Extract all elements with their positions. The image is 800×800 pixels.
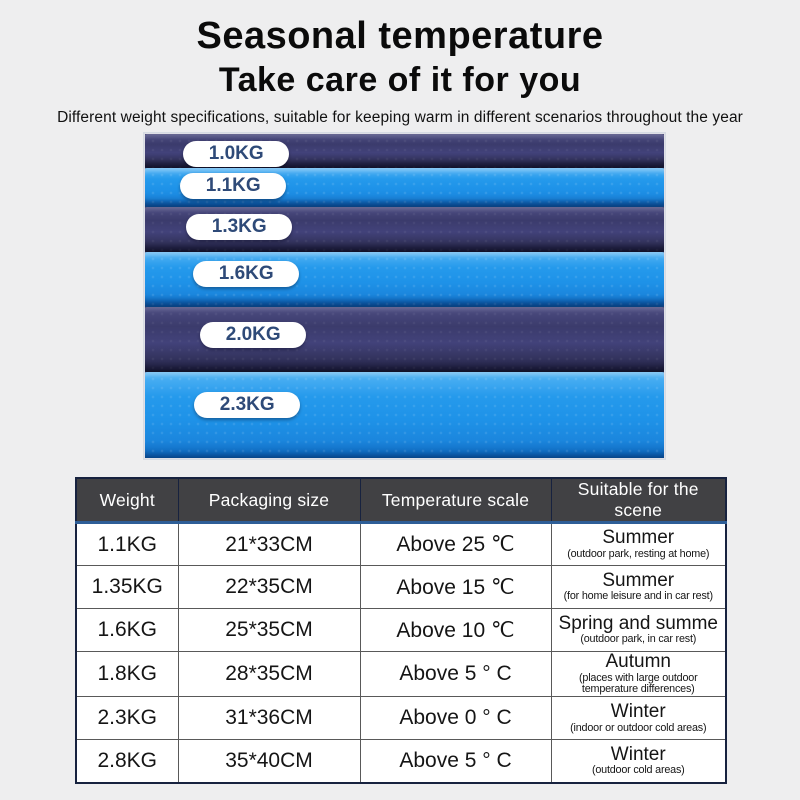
table-header-row bbox=[76, 478, 726, 523]
scene-detail: (places with large outdoor temperature differences) bbox=[579, 671, 698, 696]
col-header-weight: Weight bbox=[76, 478, 178, 523]
size-cell: 35*40CM bbox=[178, 740, 360, 783]
weight-pill bbox=[183, 141, 289, 167]
temperature-cell: Above 0 ° C bbox=[360, 697, 551, 740]
sleeping-bag-6 bbox=[144, 372, 665, 459]
season-label: Winter bbox=[610, 701, 666, 723]
table-row bbox=[76, 566, 726, 609]
season-label: Spring and summe bbox=[558, 612, 718, 634]
season-label: Summer bbox=[602, 569, 675, 591]
table-row bbox=[76, 697, 726, 740]
weight-pill bbox=[200, 322, 306, 348]
weight-label: 1.6KG bbox=[218, 263, 274, 284]
temperature-cell: Above 15 ℃ bbox=[360, 566, 551, 609]
weight-pill bbox=[194, 392, 300, 418]
title-line-1: Seasonal temperature bbox=[196, 15, 604, 57]
weight-label: 1.3KG bbox=[211, 216, 267, 237]
scene-cell bbox=[551, 697, 726, 740]
weight-label: 2.3KG bbox=[219, 394, 275, 415]
scene-cell bbox=[551, 652, 726, 697]
season-label: Summer bbox=[602, 527, 675, 549]
weight-cell: 2.8KG bbox=[76, 740, 178, 783]
size-cell: 22*35CM bbox=[178, 566, 360, 609]
season-label: Autumn bbox=[605, 651, 671, 672]
product-photo bbox=[144, 133, 665, 459]
col-header-temperature-scale: Temperature scale bbox=[360, 478, 551, 523]
weight-cell: 1.1KG bbox=[76, 523, 178, 566]
weight-label: 1.1KG bbox=[205, 175, 261, 196]
sleeping-bag-1 bbox=[144, 134, 665, 168]
weight-pill bbox=[186, 214, 292, 240]
weight-label: 1.0KG bbox=[208, 143, 264, 164]
scene-cell bbox=[551, 523, 726, 566]
title-line-2: Take care of it for you bbox=[218, 60, 582, 99]
size-cell: 21*33CM bbox=[178, 523, 360, 566]
spec-table bbox=[75, 477, 727, 784]
scene-cell bbox=[551, 609, 726, 652]
col-header-packaging-size: Packaging size bbox=[178, 478, 360, 523]
scene-cell bbox=[551, 740, 726, 783]
sleeping-bag-3 bbox=[144, 207, 665, 252]
col-header-suitable-scene: Suitable for the scene bbox=[551, 478, 726, 523]
weight-cell: 1.35KG bbox=[76, 566, 178, 609]
table-row bbox=[76, 740, 726, 783]
weight-cell: 1.8KG bbox=[76, 652, 178, 697]
weight-pill bbox=[193, 261, 299, 287]
temperature-cell: Above 5 ° C bbox=[360, 740, 551, 783]
temperature-cell: Above 25 ℃ bbox=[360, 523, 551, 566]
table-row bbox=[76, 523, 726, 566]
sleeping-bag-5 bbox=[144, 307, 665, 372]
sleeping-bag-2 bbox=[144, 168, 665, 207]
scene-detail: (indoor or outdoor cold areas) bbox=[570, 721, 707, 734]
scene-detail: (outdoor cold areas) bbox=[591, 764, 685, 777]
hero-header bbox=[0, 14, 800, 127]
weight-cell: 1.6KG bbox=[76, 609, 178, 652]
weight-pill bbox=[180, 173, 286, 199]
subtitle: Different weight specifications, suitable for keeping warm in different scenarios throughout the year bbox=[57, 109, 743, 127]
season-label: Winter bbox=[610, 743, 666, 765]
table-row bbox=[76, 652, 726, 697]
size-cell: 28*35CM bbox=[178, 652, 360, 697]
size-cell: 31*36CM bbox=[178, 697, 360, 740]
table-row bbox=[76, 609, 726, 652]
sleeping-bag-4 bbox=[144, 252, 665, 307]
size-cell: 25*35CM bbox=[178, 609, 360, 652]
scene-cell bbox=[551, 566, 726, 609]
scene-detail: (for home leisure and in car rest) bbox=[563, 590, 713, 603]
scene-detail: (outdoor park, in car rest) bbox=[580, 633, 697, 646]
temperature-cell: Above 10 ℃ bbox=[360, 609, 551, 652]
scene-detail: (outdoor park, resting at home) bbox=[567, 547, 710, 560]
temperature-cell: Above 5 ° C bbox=[360, 652, 551, 697]
weight-cell: 2.3KG bbox=[76, 697, 178, 740]
weight-label: 2.0KG bbox=[225, 324, 281, 345]
